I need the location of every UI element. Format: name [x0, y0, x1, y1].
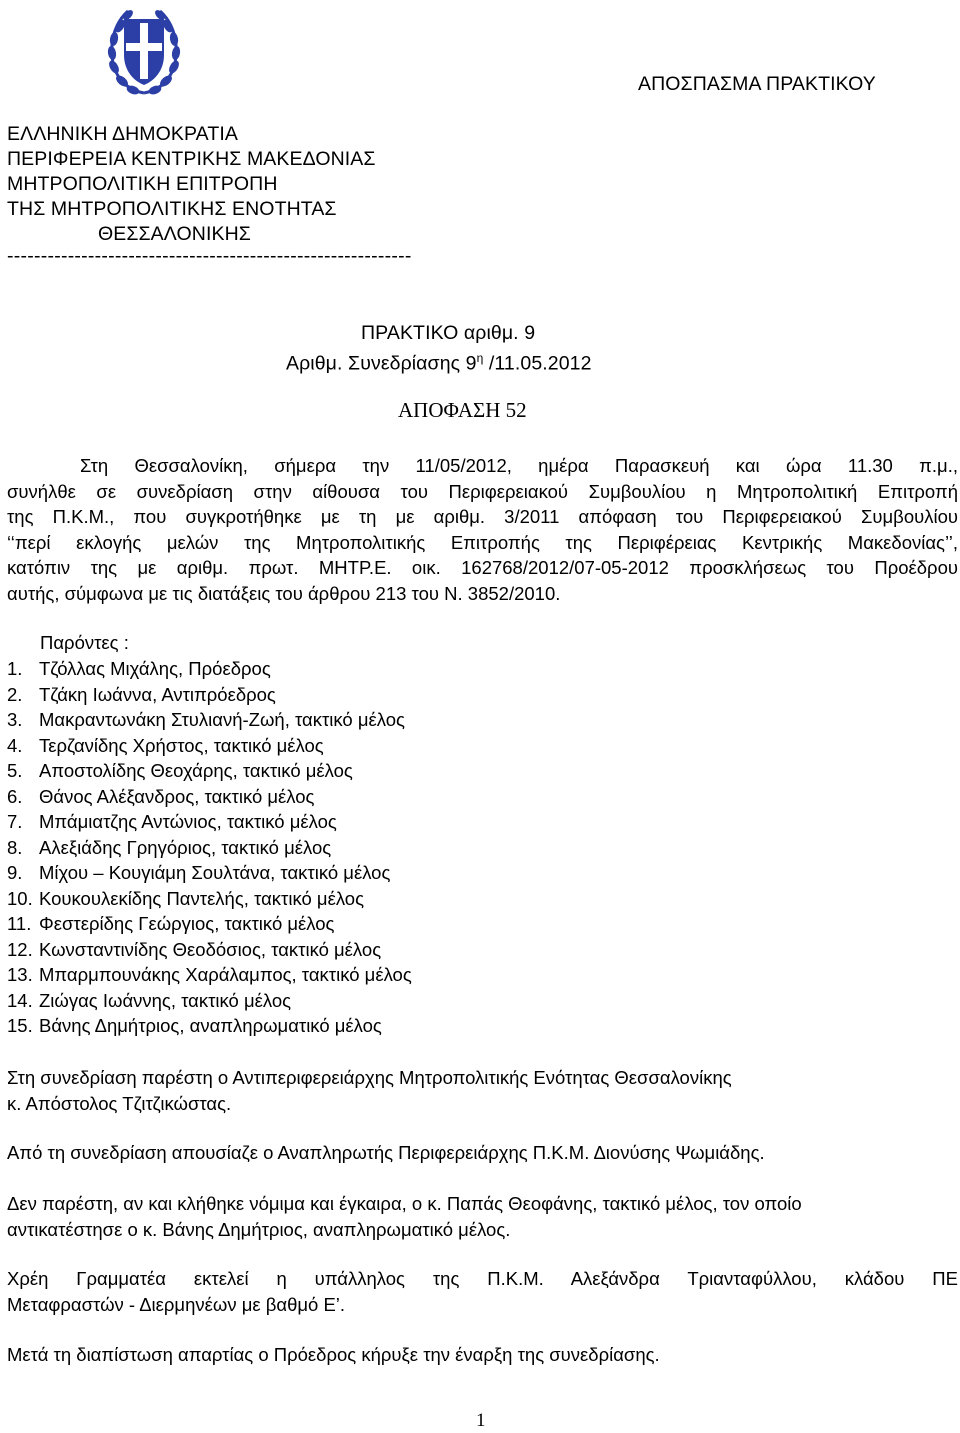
header-divider: ------------------------------------------------------------: [7, 245, 412, 267]
member-name: Αλεξιάδης Γρηγόριος, τακτικό μέλος: [39, 836, 332, 858]
authority-line: ΜΗΤΡΟΠΟΛΙΤΙΚΗ ΕΠΙΤΡΟΠΗ: [7, 173, 278, 195]
absent-paragraph: [7, 1140, 958, 1166]
list-item: [7, 656, 412, 682]
paragraph-line: Από τη συνεδρίαση απουσίαζε ο Αναπληρωτής Περιφερειάρχης Π.Κ.Μ. Διονύσης Ψωμιάδης.: [7, 1142, 765, 1163]
list-item: [7, 682, 412, 708]
list-item: [7, 886, 412, 912]
list-item: [7, 707, 412, 733]
intro-line: συνήλθε σε συνεδρίαση στην αίθουσα του Περιφερειακού Συμβουλίου η Μητροπολιτική Επιτροπή: [7, 480, 958, 502]
authority-line: ΤΗΣ ΜΗΤΡΟΠΟΛΙΤΙΚΗΣ ΕΝΟΤΗΤΑΣ: [7, 198, 337, 220]
list-item: [7, 835, 412, 861]
secretary-paragraph: [7, 1266, 958, 1317]
member-name: Ζιώγας Ιωάννης, τακτικό μέλος: [39, 989, 292, 1011]
member-name: Τζάκη Ιωάννα, Αντιπρόεδρος: [39, 683, 276, 705]
paragraph-line: Μεταφραστών - Διερμηνέων με βαθμό Ε’.: [7, 1293, 346, 1315]
member-name: Κουκουλεκίδης Παντελής, τακτικό μέλος: [39, 887, 364, 909]
member-name: Τερζανίδης Χρήστος, τακτικό μέλος: [39, 734, 324, 756]
member-number: 2.: [7, 683, 23, 705]
member-number: 8.: [7, 836, 23, 858]
greek-coat-of-arms-icon: [104, 5, 184, 99]
member-number: 5.: [7, 760, 23, 781]
paragraph-line: αντικατέστησε ο κ. Βάνης Δημήτριος, αναπληρωματικό μέλος.: [7, 1218, 511, 1240]
member-number: 3.: [7, 709, 23, 730]
member-name: Μακραντωνάκη Στυλιανή-Ζωή, τακτικό μέλος: [39, 709, 405, 730]
member-number: 14.: [7, 989, 33, 1011]
list-item: [7, 758, 412, 784]
member-number: 7.: [7, 811, 23, 832]
paragraph-line: Δεν παρέστη, αν και κλήθηκε νόμιμα και έγκαιρα, ο κ. Παπάς Θεοφάνης, τακτικό μέλος, τον οποίο: [7, 1193, 802, 1214]
session-date: /11.05.2012: [483, 352, 592, 375]
session-number: [286, 346, 592, 376]
member-name: Τζόλλας Μιχάλης, Πρόεδρος: [39, 658, 271, 679]
record-number: ΠΡΑΚΤΙΚΟ αριθμ. 9: [361, 322, 536, 344]
member-name: Μίχου – Κουγιάμη Σουλτάνα, τακτικό μέλος: [39, 862, 391, 883]
member-number: 15.: [7, 1015, 33, 1036]
intro-line: Στη Θεσσαλονίκη, σήμερα την 11/05/2012, ημέρα Παρασκευή και ώρα 11.30 π.μ.,: [80, 455, 958, 476]
quorum-paragraph: [7, 1342, 958, 1368]
member-name: Κωνσταντινίδης Θεοδόσιος, τακτικό μέλος: [39, 938, 382, 960]
list-item: [7, 860, 412, 886]
paragraph-line: Χρέη Γραμματέα εκτελεί η υπάλληλος της Π.Κ.Μ. Αλεξάνδρα Τριανταφύλλου, κλάδου ΠΕ: [7, 1268, 958, 1289]
list-item: [7, 937, 412, 963]
authority-line: ΘΕΣΣΑΛΟΝΙΚΗΣ: [98, 223, 251, 245]
session-prefix: Αριθμ. Συνεδρίασης 9: [286, 352, 477, 375]
list-item: [7, 809, 412, 835]
member-number: 4.: [7, 734, 23, 756]
list-item: [7, 988, 412, 1014]
members-list: [7, 656, 412, 1039]
intro-line: ‘‘περί εκλογής μελών της Μητροπολιτικής Επιτροπής της Περιφέρειας Κεντρικής Μακεδονίας’’,: [7, 531, 958, 553]
page-number: 1: [476, 1410, 486, 1431]
intro-line: αυτής, σύμφωνα με τις διατάξεις του άρθρου 213 του Ν. 3852/2010.: [7, 582, 561, 604]
member-number: 1.: [7, 658, 23, 679]
intro-paragraph: [7, 453, 958, 606]
authority-line: ΠΕΡΙΦΕΡΕΙΑ ΚΕΝΤΡΙΚΗΣ ΜΑΚΕΔΟΝΙΑΣ: [7, 148, 376, 170]
member-number: 11.: [7, 913, 32, 934]
member-name: Θάνος Αλέξανδρος, τακτικό μέλος: [39, 785, 315, 807]
authority-line: ΕΛΛΗΝΙΚΗ ΔΗΜΟΚΡΑΤΙΑ: [7, 123, 238, 145]
decision-title: ΑΠΟΦΑΣΗ 52: [398, 398, 527, 422]
member-number: 9.: [7, 862, 23, 883]
substitution-paragraph: [7, 1191, 958, 1242]
excerpt-title: ΑΠΟΣΠΑΣΜΑ ΠΡΑΚΤΙΚΟΥ: [638, 73, 876, 95]
paragraph-line: Μετά τη διαπίστωση απαρτίας ο Πρόεδρος κήρυξε την έναρξη της συνεδρίασης.: [7, 1344, 660, 1365]
member-name: Βάνης Δημήτριος, αναπληρωματικό μέλος: [39, 1015, 382, 1036]
deputy-present-paragraph: [7, 1065, 958, 1116]
list-item: [7, 911, 412, 937]
list-item: [7, 733, 412, 759]
member-number: 6.: [7, 785, 23, 807]
intro-line: της Π.Κ.Μ., που συγκροτήθηκε με τη με αριθμ. 3/2011 απόφαση του Περιφερειακού Συμβουλίου: [7, 506, 958, 527]
member-number: 10.: [7, 887, 33, 909]
member-name: Φεστερίδης Γεώργιος, τακτικό μέλος: [39, 913, 335, 934]
paragraph-line: Στη συνεδρίαση παρέστη ο Αντιπεριφερειάρχης Μητροπολιτικής Ενότητας Θεσσαλονίκης: [7, 1067, 732, 1088]
paragraph-line: κ. Απόστολος Τζιτζικώστας.: [7, 1092, 232, 1114]
session-superscript: η: [476, 351, 484, 365]
member-number: 12.: [7, 938, 33, 960]
member-number: 13.: [7, 964, 33, 985]
list-item: [7, 784, 412, 810]
intro-line: κατόπιν της με αριθμ. πρωτ. ΜΗΤΡ.Ε. οικ. 162768/2012/07-05-2012 προσκλήσεως του Προέδρου: [7, 557, 958, 578]
member-name: Μπαρμπουνάκης Χαράλαμπος, τακτικό μέλος: [39, 964, 412, 985]
list-item: [7, 1013, 412, 1039]
member-name: Μπάμιατζης Αντώνιος, τακτικό μέλος: [39, 811, 337, 832]
list-item: [7, 962, 412, 988]
present-heading: Παρόντες :: [40, 632, 129, 653]
member-name: Αποστολίδης Θεοχάρης, τακτικό μέλος: [39, 760, 353, 781]
